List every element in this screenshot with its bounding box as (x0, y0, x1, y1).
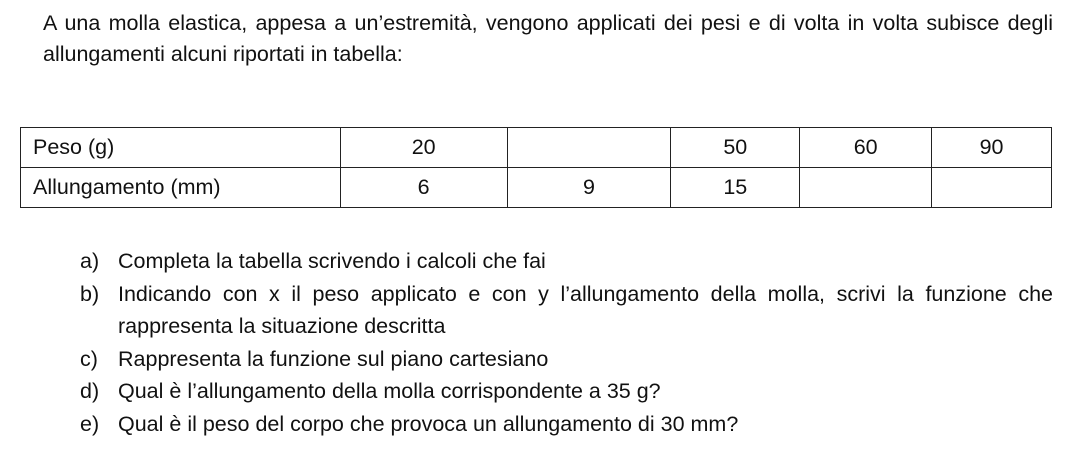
table-cell: 9 (507, 168, 671, 208)
question-item-d (80, 375, 1053, 408)
question-item-b (80, 278, 1053, 343)
question-text: Indicando con x il peso applicato e con y l’allungamento della molla, scrivi la funzione che rappresenta la situazione descritta (118, 281, 1053, 338)
table-cell: 20 (340, 128, 507, 168)
question-item-a (80, 245, 1053, 278)
table-row-peso (21, 128, 1052, 168)
question-text: Qual è il peso del corpo che provoca un allungamento di 30 mm? (118, 411, 739, 436)
table-cell (932, 168, 1052, 208)
row-header-peso: Peso (g) (21, 128, 341, 168)
table-cell: 50 (671, 128, 800, 168)
table-cell: 6 (340, 168, 507, 208)
table-cell (507, 128, 671, 168)
table-cell (800, 168, 932, 208)
question-letter: a) (80, 249, 100, 273)
question-text: Rappresenta la funzione sul piano cartesiano (118, 346, 549, 371)
question-letter: b) (80, 281, 100, 306)
question-item-c (80, 343, 1053, 376)
table-cell: 15 (671, 168, 800, 208)
intro-paragraph: A una molla elastica, appesa a un’estremità, vengono applicati dei pesi e di volta in volta subisce degli allungamenti alcuni riportati in tabella: (43, 11, 1053, 66)
data-table (20, 127, 1052, 208)
table-cell: 90 (932, 128, 1052, 168)
question-item-e (80, 408, 1053, 441)
question-text: Completa la tabella scrivendo i calcoli che fai (118, 249, 546, 273)
question-letter: c) (80, 346, 98, 371)
question-list (80, 245, 1053, 440)
question-letter: d) (80, 379, 100, 403)
question-letter: e) (80, 411, 100, 436)
row-header-allungamento: Allungamento (mm) (21, 168, 341, 208)
table-row-allungamento (21, 168, 1052, 208)
table-cell: 60 (800, 128, 932, 168)
question-text: Qual è l’allungamento della molla corrispondente a 35 g? (118, 379, 661, 403)
